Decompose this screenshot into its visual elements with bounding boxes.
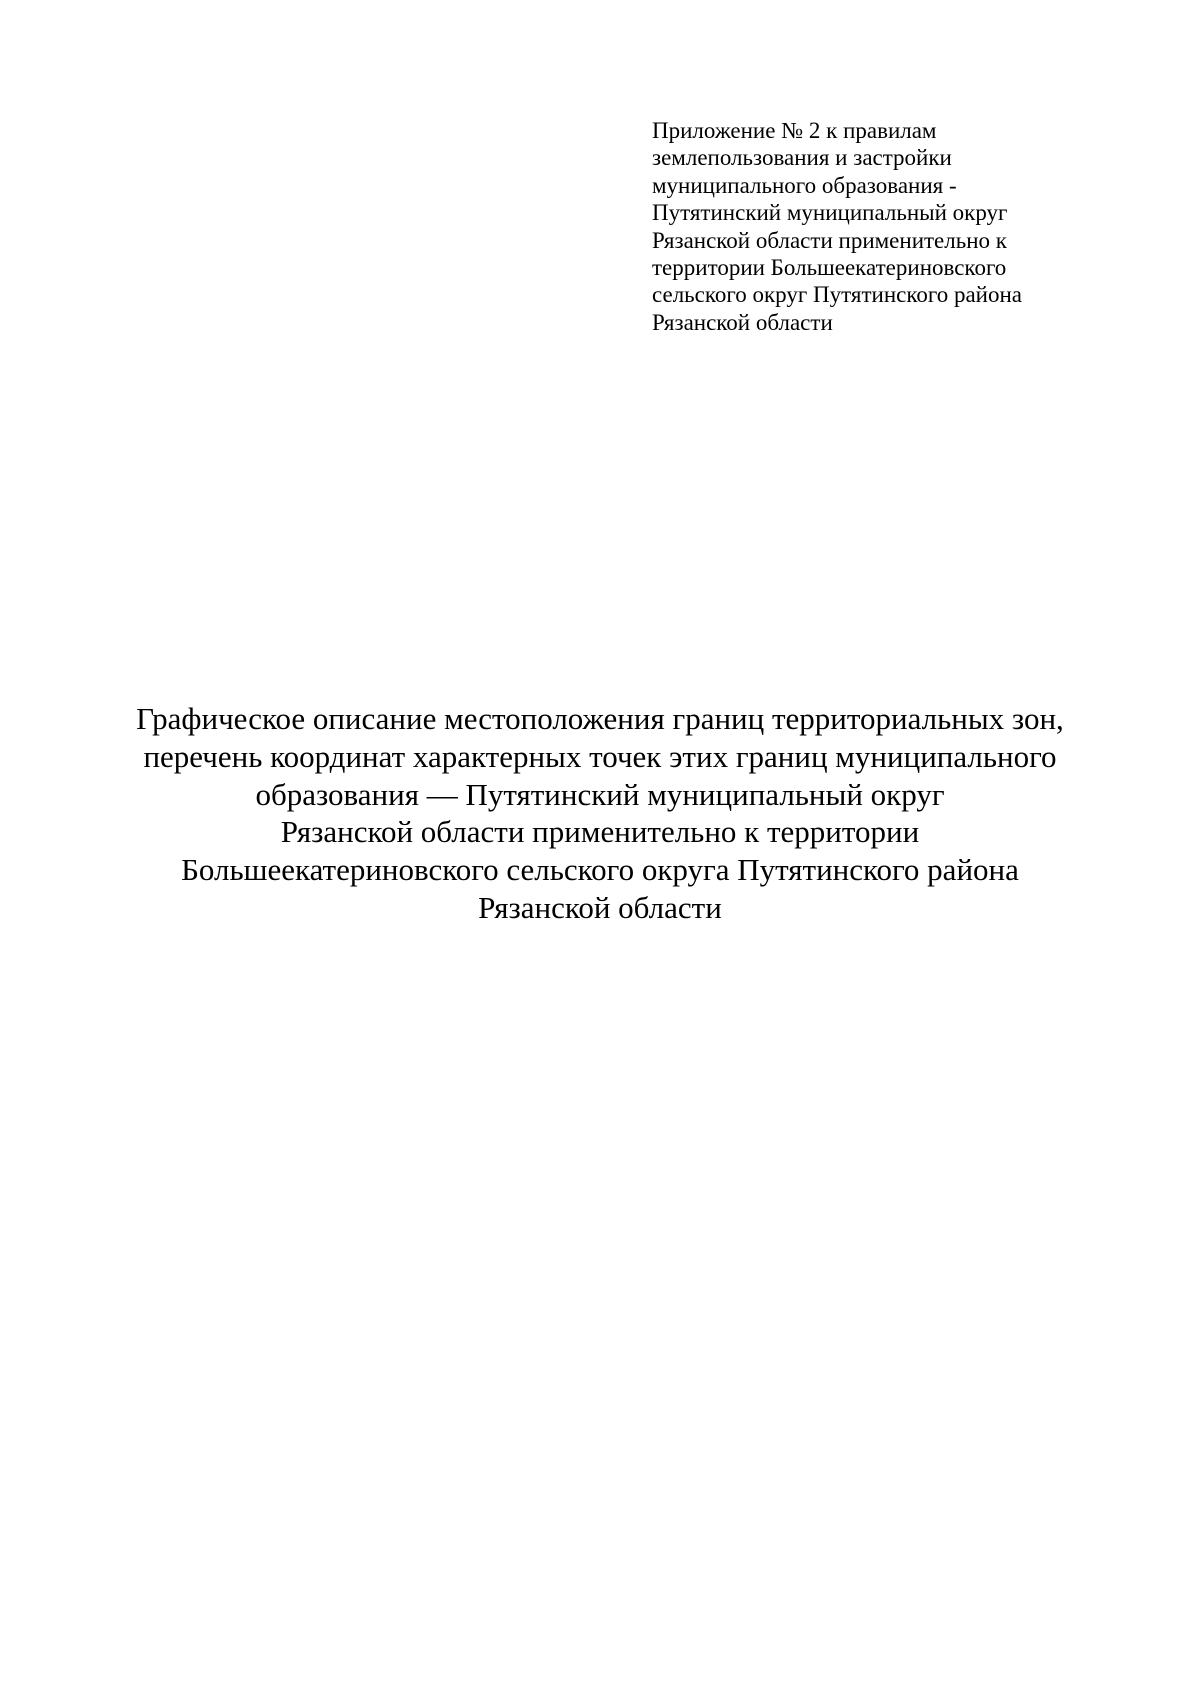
document-title xyxy=(100,700,1100,927)
appendix-note-line: землепользования и застройки xyxy=(652,145,952,171)
appendix-note xyxy=(652,117,1112,336)
document-title-line: Рязанской области xyxy=(478,889,722,925)
document-title-line: образования — Путятинский муниципальный округ xyxy=(255,776,945,812)
appendix-note-line: Путятинский муниципальный округ xyxy=(652,200,1008,226)
appendix-note-line: территории Большеекатериновского xyxy=(652,255,1007,281)
appendix-note-line: Приложение № 2 к правилам xyxy=(652,118,937,143)
appendix-note-line: сельского округ Путятинского района xyxy=(652,282,1023,308)
document-title-line: перечень координат характерных точек этих границ муниципального xyxy=(143,738,1057,774)
document-title-line: Большеекатериновского сельского округа Путятинского района xyxy=(181,852,1019,888)
appendix-note-line: Рязанской области применительно к xyxy=(652,227,1007,253)
document-title-line: Графическое описание местоположения границ территориальных зон, xyxy=(136,701,1064,736)
document-title-line: Рязанской области применительно к территории xyxy=(280,814,920,850)
appendix-note-line: муниципального образования - xyxy=(652,172,957,198)
appendix-note-line: Рязанской области xyxy=(652,309,833,335)
